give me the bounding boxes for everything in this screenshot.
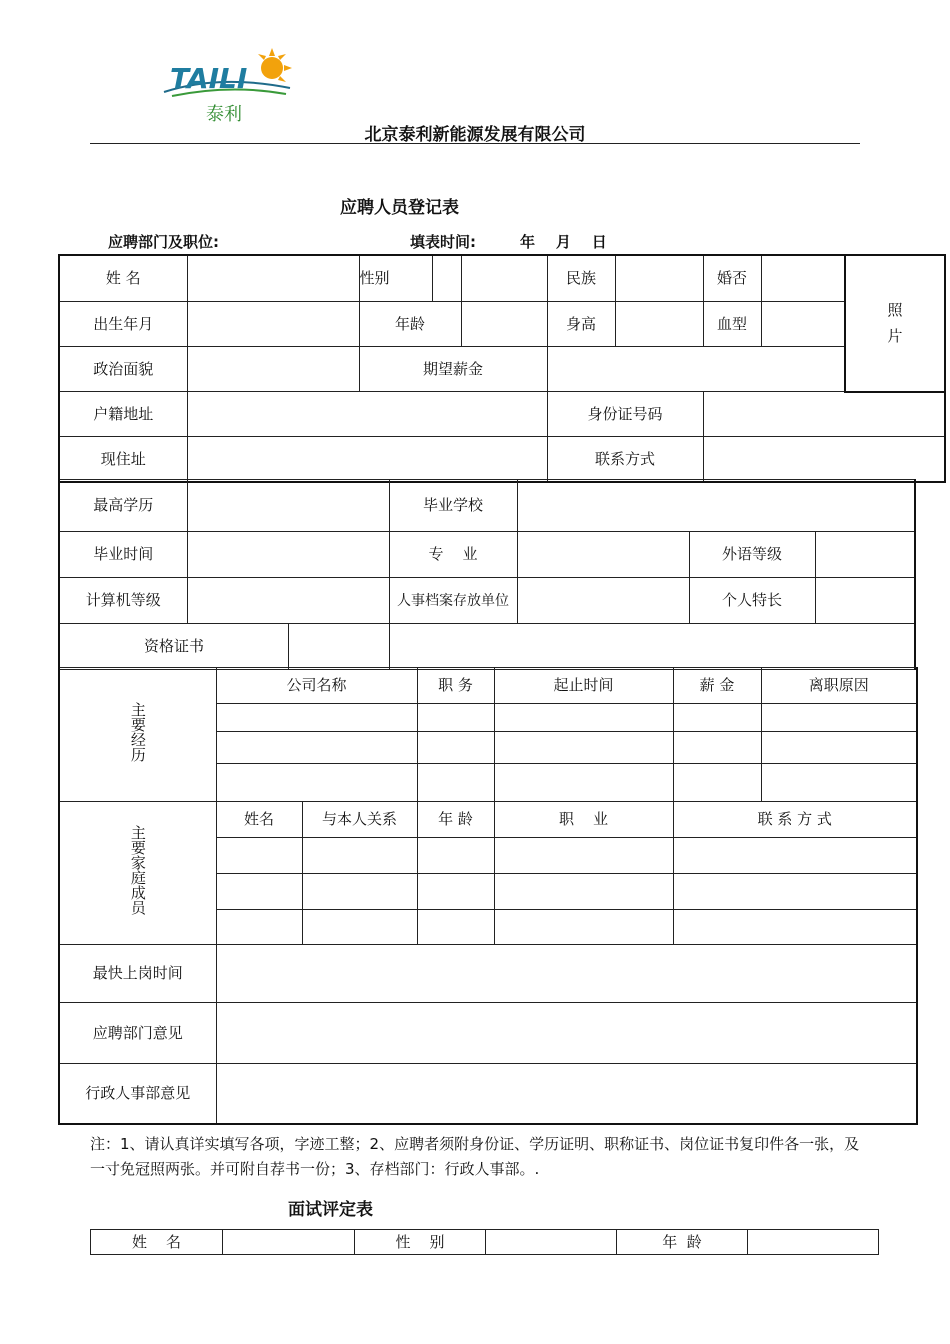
fam-cell[interactable] bbox=[302, 838, 417, 874]
label-age: 年龄 bbox=[359, 302, 461, 347]
label-salary-expect: 期望薪金 bbox=[359, 347, 547, 392]
exp-cell[interactable] bbox=[216, 732, 417, 764]
fam-cell[interactable] bbox=[673, 874, 917, 910]
fam-cell[interactable] bbox=[417, 874, 494, 910]
eval-field-age[interactable] bbox=[748, 1230, 879, 1255]
evaluation-title: 面试评定表 bbox=[288, 1200, 373, 1220]
sun-logo-icon bbox=[160, 44, 300, 128]
exp-cell[interactable] bbox=[673, 732, 761, 764]
fam-cell[interactable] bbox=[302, 874, 417, 910]
exp-cell[interactable] bbox=[417, 704, 494, 732]
exp-cell[interactable] bbox=[494, 704, 673, 732]
field-education[interactable] bbox=[187, 480, 389, 532]
photo-box[interactable] bbox=[845, 255, 945, 392]
fam-cell[interactable] bbox=[673, 838, 917, 874]
field-specialty[interactable] bbox=[815, 578, 915, 624]
label-family: 主要家庭成员 bbox=[59, 802, 216, 945]
photo-label: 照片 bbox=[887, 301, 903, 346]
label-height: 身高 bbox=[547, 302, 615, 347]
field-computer[interactable] bbox=[187, 578, 389, 624]
label-education: 最高学历 bbox=[59, 480, 187, 532]
field-school[interactable] bbox=[517, 480, 915, 532]
label-political: 政治面貌 bbox=[59, 347, 187, 392]
field-foreign-lang[interactable] bbox=[815, 532, 915, 578]
label-earliest-start: 最快上岗时间 bbox=[59, 945, 216, 1003]
form-note: 注：1、请认真详实填写各项，字迹工整；2、应聘者须附身份证、学历证明、职称证书、岗位证书复印件各一张，及一寸免冠照两张。并可附自荐书一份；3、存档部门：行政人事部。. bbox=[90, 1135, 860, 1178]
exp-cell[interactable] bbox=[417, 764, 494, 802]
dept-position-label: 应聘部门及职位: bbox=[108, 233, 219, 251]
field-political[interactable] bbox=[187, 347, 359, 392]
field-archive[interactable] bbox=[517, 578, 689, 624]
field-major[interactable] bbox=[517, 532, 689, 578]
label-blood: 血型 bbox=[703, 302, 761, 347]
field-blood[interactable] bbox=[761, 302, 845, 347]
field-height[interactable] bbox=[615, 302, 703, 347]
fam-cell[interactable] bbox=[216, 838, 302, 874]
label-address: 现住址 bbox=[59, 437, 187, 482]
eval-label-gender: 性 别 bbox=[355, 1230, 486, 1255]
field-certificate[interactable] bbox=[389, 624, 915, 670]
exp-col-period: 起止时间 bbox=[494, 668, 673, 704]
form-title: 应聘人员登记表 bbox=[340, 198, 459, 218]
fam-col-age: 年 龄 bbox=[417, 802, 494, 838]
experience-family-table bbox=[58, 667, 918, 1125]
label-archive: 人事档案存放单位 bbox=[389, 578, 517, 624]
exp-col-company: 公司名称 bbox=[216, 668, 417, 704]
label-computer: 计算机等级 bbox=[59, 578, 187, 624]
exp-col-position: 职 务 bbox=[417, 668, 494, 704]
fill-date-label: 填表时间: bbox=[410, 233, 476, 251]
fam-cell[interactable] bbox=[302, 910, 417, 945]
label-experience: 主要经历 bbox=[59, 668, 216, 802]
field-earliest-start[interactable] bbox=[216, 945, 917, 1003]
exp-cell[interactable] bbox=[673, 764, 761, 802]
exp-cell[interactable] bbox=[216, 764, 417, 802]
exp-cell[interactable] bbox=[761, 704, 917, 732]
company-name: 北京泰利新能源发展有限公司 bbox=[364, 125, 586, 145]
field-gender[interactable] bbox=[461, 255, 547, 302]
label-contact: 联系方式 bbox=[547, 437, 703, 482]
fam-cell[interactable] bbox=[494, 874, 673, 910]
field-ethnicity[interactable] bbox=[615, 255, 703, 302]
field-dept-opinion[interactable] bbox=[216, 1003, 917, 1064]
svg-text:TAILI: TAILI bbox=[170, 62, 248, 95]
eval-field-name[interactable] bbox=[223, 1230, 355, 1255]
fam-col-contact: 联 系 方 式 bbox=[673, 802, 917, 838]
field-birth[interactable] bbox=[187, 302, 359, 347]
fam-col-occupation: 职 业 bbox=[494, 802, 673, 838]
label-foreign-lang: 外语等级 bbox=[689, 532, 815, 578]
label-grad-time: 毕业时间 bbox=[59, 532, 187, 578]
label-ethnicity: 民族 bbox=[547, 255, 615, 302]
evaluation-table bbox=[90, 1229, 879, 1255]
label-marital: 婚否 bbox=[703, 255, 761, 302]
fam-cell[interactable] bbox=[673, 910, 917, 945]
label-hukou: 户籍地址 bbox=[59, 392, 187, 437]
label-gender: 性别 bbox=[360, 256, 433, 301]
eval-label-name: 姓 名 bbox=[91, 1230, 223, 1255]
registration-table bbox=[58, 254, 946, 483]
fill-date-fields: 年 月 日 bbox=[520, 233, 607, 251]
field-hr-opinion[interactable] bbox=[216, 1064, 917, 1124]
field-name[interactable] bbox=[187, 255, 359, 302]
label-birth: 出生年月 bbox=[59, 302, 187, 347]
exp-cell[interactable] bbox=[761, 732, 917, 764]
exp-cell[interactable] bbox=[417, 732, 494, 764]
field-age[interactable] bbox=[461, 302, 547, 347]
fam-col-name: 姓名 bbox=[216, 802, 302, 838]
field-hukou[interactable] bbox=[187, 392, 547, 437]
field-id-number[interactable] bbox=[703, 392, 945, 437]
exp-col-salary: 薪 金 bbox=[673, 668, 761, 704]
field-contact[interactable] bbox=[703, 437, 945, 482]
company-logo bbox=[160, 44, 300, 128]
fam-col-relation: 与本人关系 bbox=[302, 802, 417, 838]
exp-cell[interactable] bbox=[494, 732, 673, 764]
exp-cell[interactable] bbox=[494, 764, 673, 802]
fam-cell[interactable] bbox=[216, 910, 302, 945]
fam-cell[interactable] bbox=[216, 874, 302, 910]
label-specialty: 个人特长 bbox=[689, 578, 815, 624]
fam-cell[interactable] bbox=[494, 910, 673, 945]
field-address[interactable] bbox=[187, 437, 547, 482]
fam-cell[interactable] bbox=[494, 838, 673, 874]
field-certificate-left[interactable] bbox=[289, 624, 389, 669]
field-grad-time[interactable] bbox=[187, 532, 389, 578]
label-name: 姓 名 bbox=[59, 255, 187, 302]
svg-text:泰利: 泰利 bbox=[206, 104, 242, 125]
label-certificate: 资格证书 bbox=[60, 624, 289, 669]
fam-cell[interactable] bbox=[417, 838, 494, 874]
label-major: 专 业 bbox=[389, 532, 517, 578]
exp-col-reason: 离职原因 bbox=[761, 668, 917, 704]
fam-cell[interactable] bbox=[417, 910, 494, 945]
label-dept-opinion: 应聘部门意见 bbox=[59, 1003, 216, 1064]
eval-field-gender[interactable] bbox=[486, 1230, 617, 1255]
header-divider bbox=[90, 143, 860, 144]
field-marital[interactable] bbox=[761, 255, 845, 302]
exp-cell[interactable] bbox=[761, 764, 917, 802]
field-salary-expect[interactable] bbox=[547, 347, 845, 392]
label-hr-opinion: 行政人事部意见 bbox=[59, 1064, 216, 1124]
label-school: 毕业学校 bbox=[389, 480, 517, 532]
exp-cell[interactable] bbox=[216, 704, 417, 732]
exp-cell[interactable] bbox=[673, 704, 761, 732]
education-table bbox=[58, 479, 916, 670]
eval-label-age: 年 龄 bbox=[617, 1230, 748, 1255]
label-id-number: 身份证号码 bbox=[547, 392, 703, 437]
